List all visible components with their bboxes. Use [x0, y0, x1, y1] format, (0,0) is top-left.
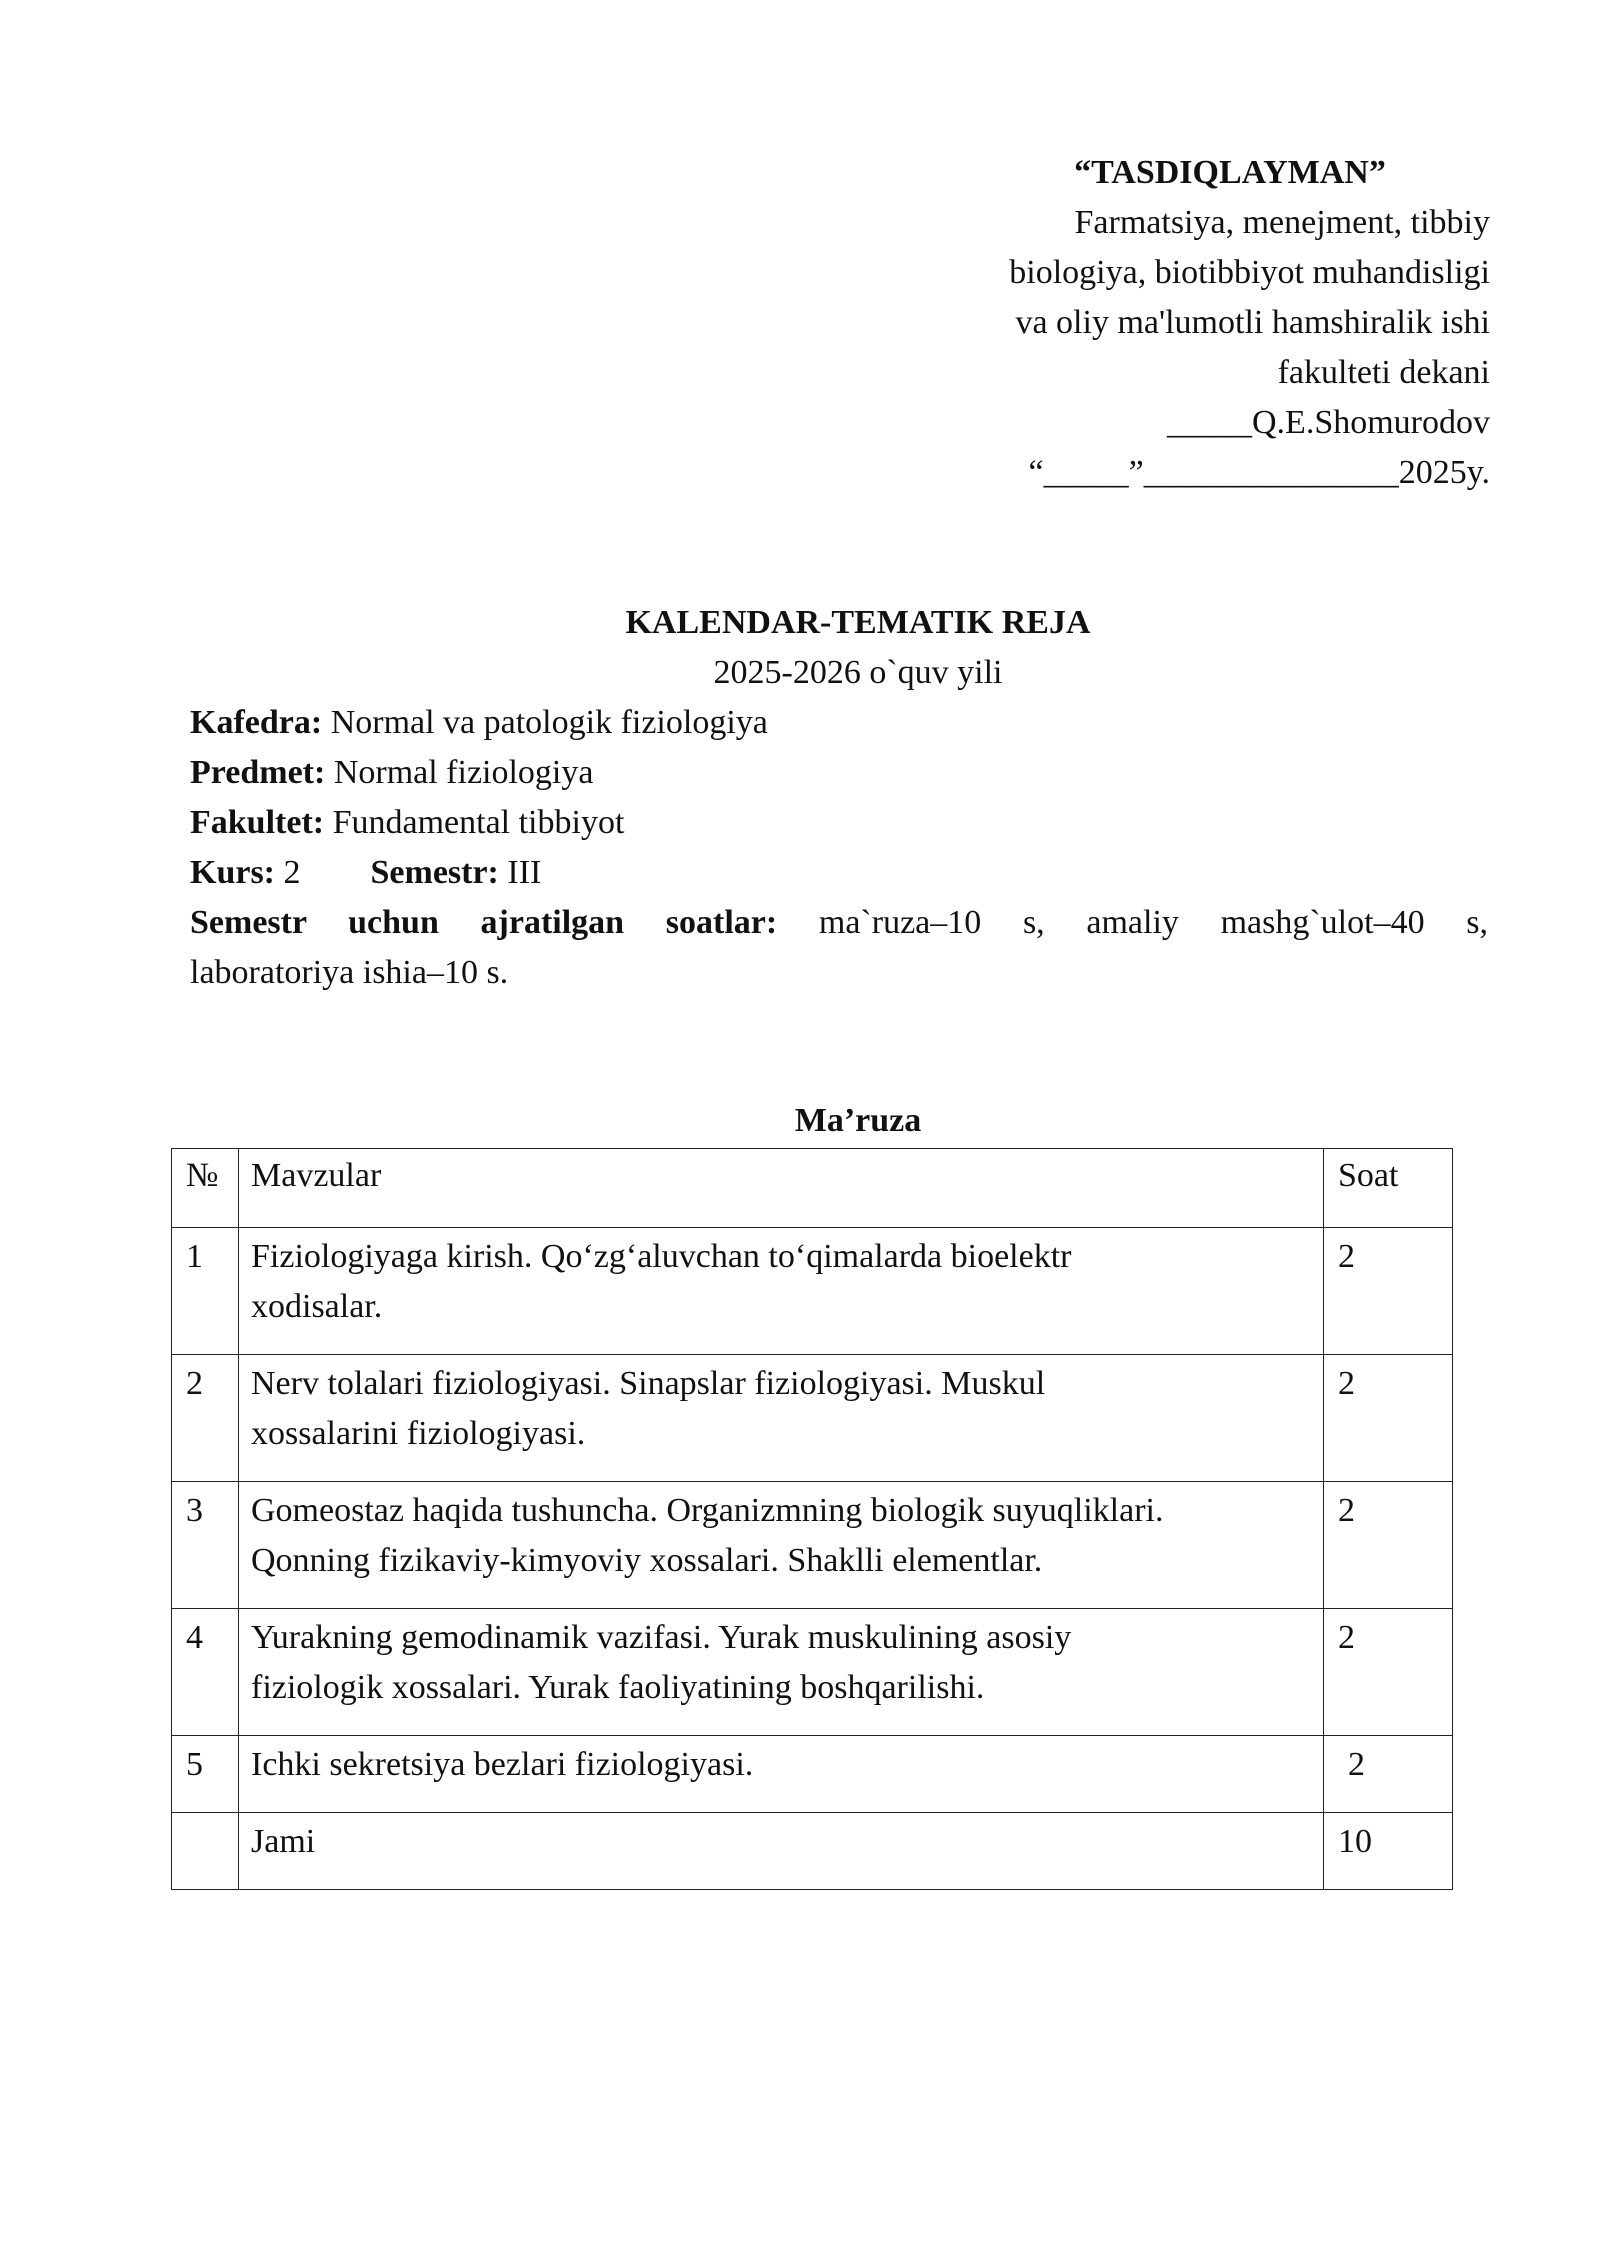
row-topic-line: xossalarini fiziologiyasi.	[251, 1415, 586, 1452]
row-hours: 2	[1324, 1355, 1453, 1482]
faculty-label: Fakultet:	[190, 804, 325, 841]
table-row	[172, 1736, 1453, 1813]
row-number: 3	[172, 1482, 239, 1609]
approval-line: va oliy ma'lumotli hamshiralik ishi	[1015, 304, 1490, 341]
row-topic-line: Gomeostaz haqida tushuncha. Organizmning biologik suyuqliklari.	[251, 1492, 1164, 1529]
row-topic-line: xodisalar.	[251, 1288, 383, 1325]
row-topic-line: fiziologik xossalari. Yurak faoliyatining boshqarilishi.	[251, 1669, 985, 1706]
approval-line: Farmatsiya, menejment, tibbiy	[1074, 204, 1490, 241]
row-hours: 2	[1324, 1609, 1453, 1736]
row-hours: 2	[1324, 1736, 1453, 1813]
course-label: Kurs:	[190, 854, 275, 891]
hours-row-continued	[190, 948, 1488, 998]
hours-value-continued: laboratoriya ishia–10 s.	[190, 954, 509, 991]
approval-block	[930, 148, 1490, 498]
row-hours: 2	[1324, 1482, 1453, 1609]
document-title: KALENDAR-TEMATIK REJA	[625, 604, 1091, 641]
course-semester-row	[190, 848, 1488, 898]
header-topics: Mavzular	[239, 1149, 1324, 1228]
header-number: №	[172, 1149, 239, 1228]
row-topic	[239, 1482, 1324, 1609]
department-row	[190, 698, 1488, 748]
approval-date-line: “_____”_______________2025y.	[1028, 454, 1490, 491]
row-number: 4	[172, 1609, 239, 1736]
subject-row	[190, 748, 1488, 798]
table-row	[172, 1482, 1453, 1609]
total-number-empty	[172, 1813, 239, 1890]
course-info	[190, 698, 1488, 998]
faculty-row	[190, 798, 1488, 848]
row-topic-line: Qonning fizikaviy-kimyoviy xossalari. Shaklli elementlar.	[251, 1542, 1043, 1579]
header-hours: Soat	[1324, 1149, 1453, 1228]
table-row	[172, 1355, 1453, 1482]
course-value: 2	[275, 854, 301, 891]
table-header-row	[172, 1149, 1453, 1228]
table-row	[172, 1228, 1453, 1355]
faculty-value: Fundamental tibbiyot	[324, 804, 625, 841]
row-number: 5	[172, 1736, 239, 1813]
row-hours: 2	[1324, 1228, 1453, 1355]
approval-title: “TASDIQLAYMAN”	[1074, 154, 1386, 191]
row-topic-line: Nerv tolalari fiziologiyasi. Sinapslar fiziologiyasi. Muskul	[251, 1365, 1046, 1402]
department-value: Normal va patologik fiziologiya	[322, 704, 768, 741]
dean-signature-line: _____Q.E.Shomurodov	[1167, 404, 1490, 441]
table-row	[172, 1609, 1453, 1736]
row-topic-line: Yurakning gemodinamik vazifasi. Yurak muskulining asosiy	[251, 1619, 1072, 1656]
row-number: 2	[172, 1355, 239, 1482]
approval-line: fakulteti dekani	[1277, 354, 1490, 391]
table-total-row	[172, 1813, 1453, 1890]
row-topic: Ichki sekretsiya bezlari fiziologiyasi.	[239, 1736, 1324, 1813]
subject-value: Normal fiziologiya	[325, 754, 594, 791]
department-label: Kafedra:	[190, 704, 323, 741]
row-topic	[239, 1355, 1324, 1482]
row-topic	[239, 1228, 1324, 1355]
row-topic-line: Fiziologiyaga kirish. Qo‘zg‘aluvchan to‘qimalarda bioelektr	[251, 1238, 1072, 1275]
row-topic	[239, 1609, 1324, 1736]
academic-year: 2025-2026 o`quv yili	[713, 654, 1003, 691]
total-hours: 10	[1324, 1813, 1453, 1890]
semester-value: III	[498, 854, 542, 891]
hours-row	[190, 898, 1488, 948]
subject-label: Predmet:	[190, 754, 326, 791]
row-number: 1	[172, 1228, 239, 1355]
total-label: Jami	[239, 1813, 1324, 1890]
lectures-table	[171, 1148, 1453, 1890]
hours-label: Semestr uchun ajratilgan soatlar:	[190, 904, 778, 941]
hours-value: ma`ruza–10 s, amaliy mashg`ulot–40 s,	[777, 904, 1488, 941]
lectures-section-title: Ma’ruza	[794, 1102, 922, 1139]
semester-label: Semestr:	[370, 854, 499, 891]
approval-line: biologiya, biotibbiyot muhandisligi	[1009, 254, 1490, 291]
